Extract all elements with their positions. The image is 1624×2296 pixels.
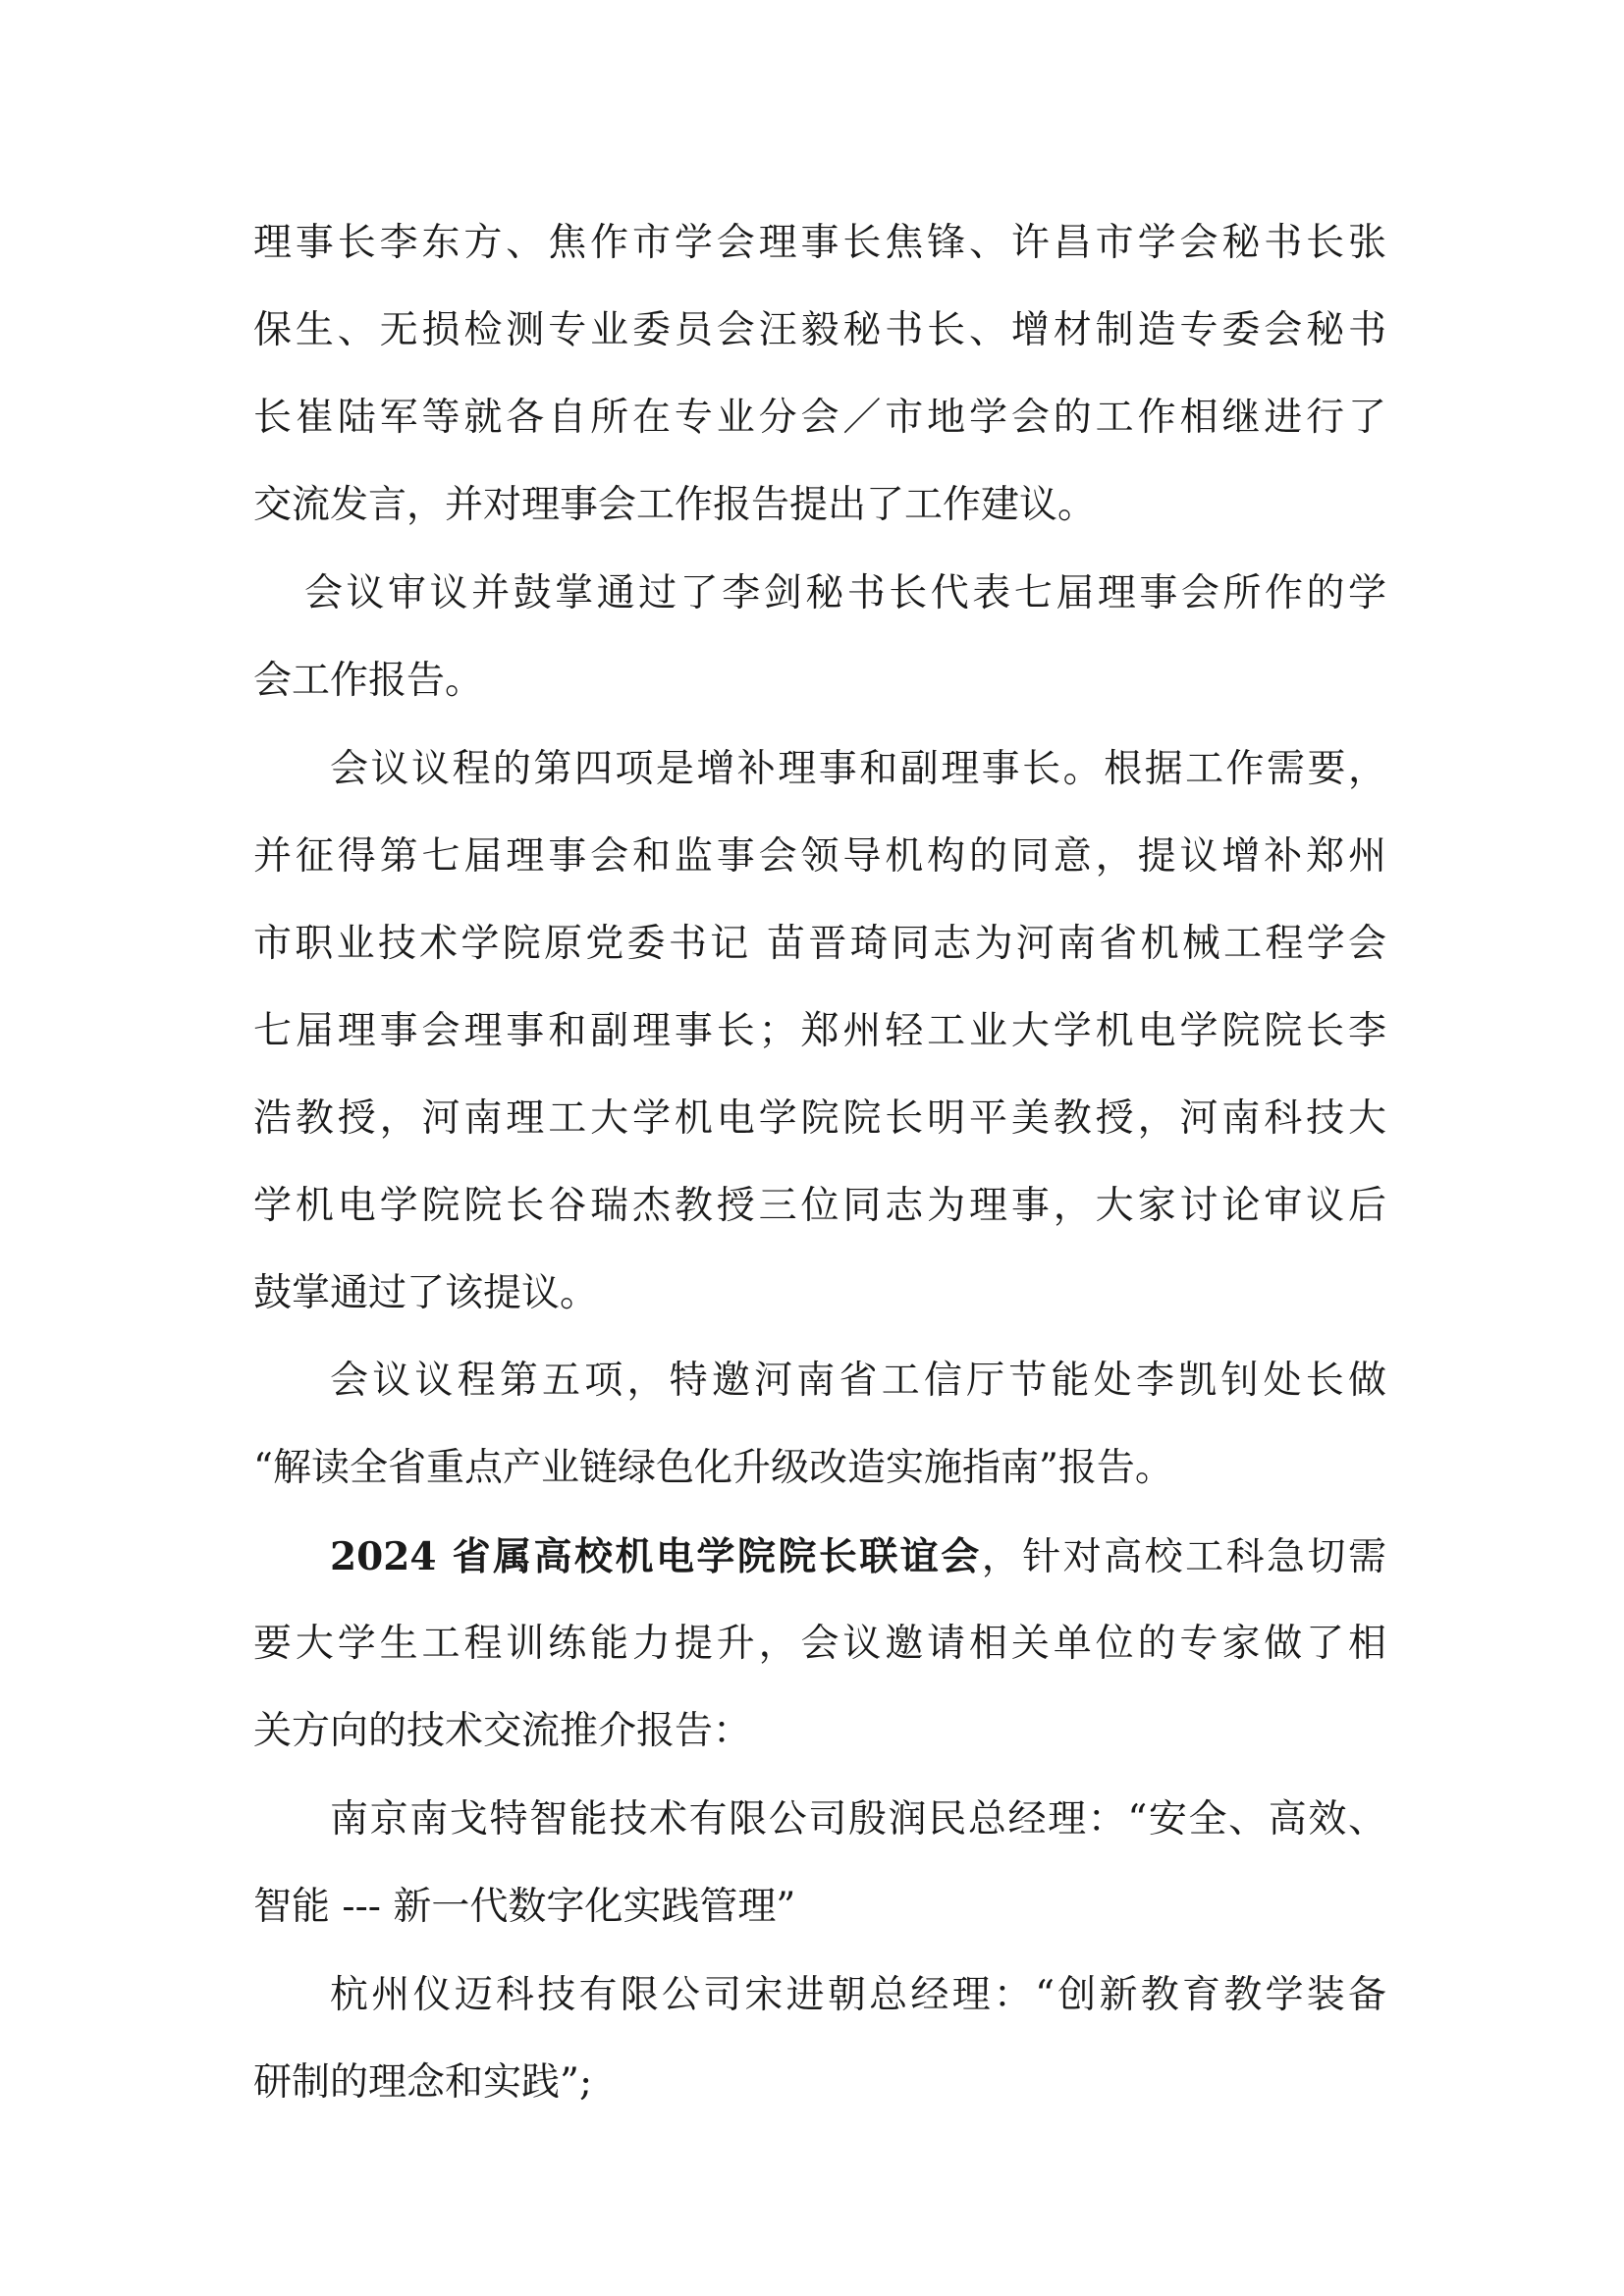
paragraph-5-line-2: 要大学生工程训练能力提升，会议邀请相关单位的专家做了相 bbox=[253, 1622, 1386, 1666]
paragraph-7-line-1: 杭州仪迈科技有限公司宋进朝总经理：“创新教育教学装备 bbox=[330, 1973, 1386, 2017]
paragraph-5-line-3: 关方向的技术交流推介报告： bbox=[253, 1709, 752, 1753]
paragraph-1-line-3: 长崔陆军等就各自所在专业分会／市地学会的工作相继进行了 bbox=[253, 396, 1386, 440]
paragraph-3-line-5: 浩教授，河南理工大学机电学院院长明平美教授，河南科技大 bbox=[253, 1096, 1386, 1141]
paragraph-1-line-2: 保生、无损检测专业委员会汪毅秘书长、增材制造专委会秘书 bbox=[253, 308, 1386, 352]
paragraph-7-line-2: 研制的理念和实践”; bbox=[253, 2060, 593, 2105]
paragraph-6-line-1: 南京南戈特智能技术有限公司殷润民总经理：“安全、高效、 bbox=[330, 1797, 1386, 1842]
paragraph-4-line-1: 会议议程第五项，特邀河南省工信厅节能处李凯钊处长做 bbox=[330, 1359, 1386, 1403]
paragraph-3-line-7: 鼓掌通过了该提议。 bbox=[253, 1271, 599, 1315]
paragraph-4-line-2: “解读全省重点产业链绿色化升级改造实施指南”报告。 bbox=[253, 1446, 1173, 1490]
paragraph-3-line-3: 市职业技术学院原党委书记 苗晋琦同志为河南省机械工程学会 bbox=[253, 922, 1386, 966]
paragraph-1-line-4: 交流发言，并对理事会工作报告提出了工作建议。 bbox=[253, 483, 1097, 527]
paragraph-3-line-2: 并征得第七届理事会和监事会领导机构的同意，提议增补郑州 bbox=[253, 834, 1386, 879]
paragraph-3-line-4: 七届理事会理事和副理事长；郑州轻工业大学机电学院院长李 bbox=[253, 1009, 1386, 1053]
paragraph-1-line-1: 理事长李东方、焦作市学会理事长焦锋、许昌市学会秘书长张 bbox=[253, 221, 1386, 265]
paragraph-5-line-1 bbox=[253, 1527, 1386, 1586]
paragraph-2-line-1: 会议审议并鼓掌通过了李剑秘书长代表七届理事会所作的学 bbox=[304, 571, 1386, 615]
paragraph-6-line-2: 智能 --- 新一代数字化实践管理” bbox=[253, 1885, 796, 1929]
paragraph-3-line-1: 会议议程的第四项是增补理事和副理事长。根据工作需要， bbox=[330, 747, 1386, 791]
paragraph-5-line-1-rest: ，针对高校工科急切需 bbox=[981, 1535, 1386, 1579]
paragraph-3-line-6: 学机电学院院长谷瑞杰教授三位同志为理事，大家讨论审议后 bbox=[253, 1184, 1386, 1228]
paragraph-2-line-2: 会工作报告。 bbox=[253, 659, 484, 703]
paragraph-5-bold-lead: 2024 省属高校机电学院院长联谊会 bbox=[330, 1534, 982, 1579]
